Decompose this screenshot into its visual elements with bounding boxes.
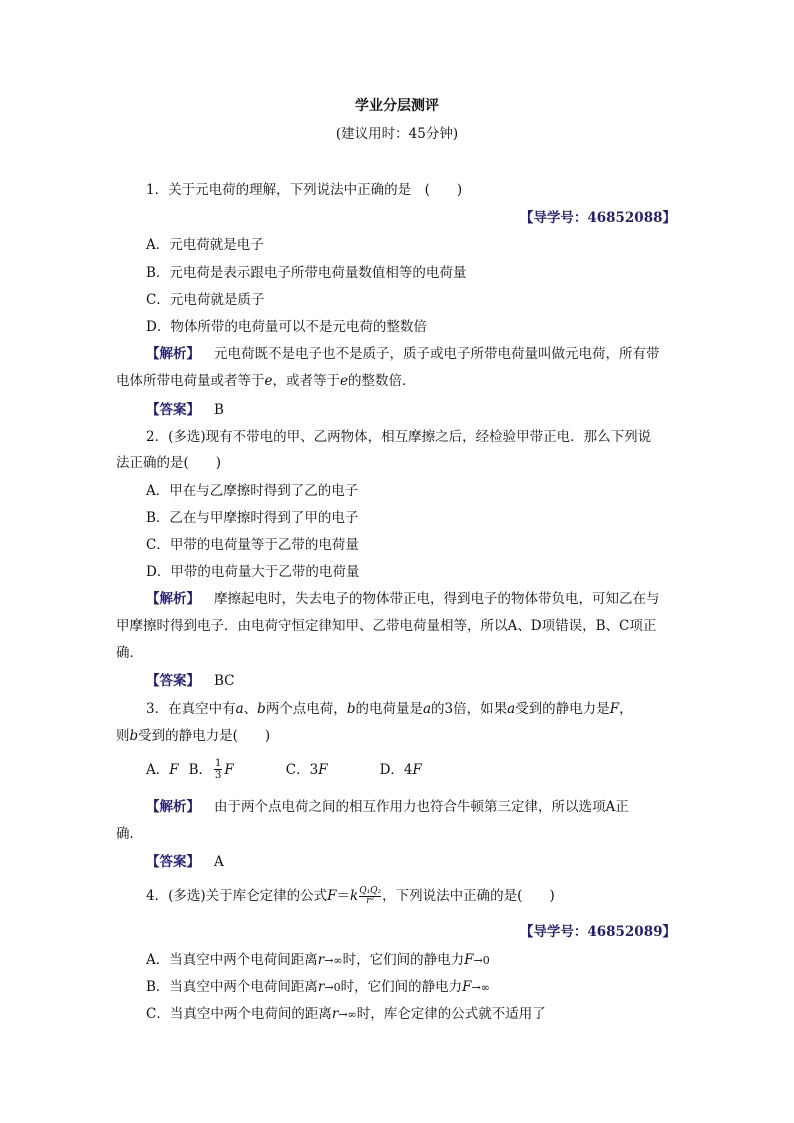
q4-option-c-text2: 时，库仑定律的公式就不适用了: [356, 1006, 546, 1022]
q3-options: [146, 758, 422, 782]
q1-option-d: D．物体所带的电荷量可以不是元电荷的整数倍: [146, 319, 427, 335]
q4-option-b: [146, 975, 490, 995]
q2-analysis-line3: 确．: [116, 645, 143, 661]
q1-option-a: A．元电荷就是电子: [146, 237, 264, 253]
q1-answer: [146, 398, 224, 418]
q1-option-b: B．元电荷是表示跟电子所带电荷量数值相等的电荷量: [146, 265, 467, 281]
q3-option-d-var: F: [412, 762, 422, 778]
q3-answer-value: A: [214, 854, 224, 870]
q4-option-a-arrow2: →0: [473, 954, 490, 967]
q3-analysis-text1: 由于两个点电荷之间的相互作用力也符合牛顿第三定律，所以选项A正: [214, 799, 629, 815]
q1-var-e2: e: [340, 373, 348, 389]
q3-analysis-line1: [146, 795, 629, 815]
q3-analysis-tag: 【解析】: [146, 799, 200, 815]
q4-formula-denominator: r²: [366, 896, 375, 906]
q1-answer-value: B: [214, 402, 224, 418]
q3-option-b-var: F: [224, 762, 234, 778]
q2-option-c: C．甲带的电荷量等于乙带的电荷量: [146, 537, 359, 553]
q2-stem-line1: 2．(多选)现有不带电的甲、乙两物体，相互摩擦之后，经检验甲带正电．那么下列说: [146, 429, 652, 445]
q3-text3: 两个点电荷，: [265, 701, 347, 717]
q3-text1: 3．在真空中有: [146, 701, 236, 717]
q4-option-c-var-r: r: [331, 1006, 339, 1022]
q4-option-a-var-r: r: [317, 952, 325, 968]
q4-formula-numerator: Q₁Q₂: [359, 886, 382, 896]
q3-option-a-label: A．: [146, 762, 170, 778]
q3-option-b: [188, 758, 234, 781]
q3-fraction-numerator: 1: [215, 758, 222, 769]
q2-analysis-line1: [146, 587, 660, 607]
q3-var-a3: a: [507, 701, 516, 717]
q3-option-a-var: F: [169, 762, 179, 778]
q3-stem-line1: [146, 697, 633, 717]
q4-guide-number: 【导学号：46852089】: [519, 924, 676, 940]
q2-option-d: D．甲带的电荷量大于乙带的电荷量: [146, 564, 360, 580]
q4-stem: [146, 884, 555, 906]
q4-option-a-text2: 时，它们间的静电力: [342, 952, 465, 968]
q2-analysis-line2: 甲摩擦时得到电子．由电荷守恒定律知甲、乙带电荷量相等，所以A、D项错误，B、C项正: [116, 618, 657, 634]
q2-answer: [146, 669, 235, 689]
q1-answer-tag: 【答案】: [146, 402, 200, 418]
q4-formula-fraction: [359, 887, 381, 906]
q4-formula-equals: ＝: [336, 888, 350, 904]
q4-option-a: [146, 948, 490, 968]
q4-option-c-arrow: →∞: [338, 1008, 357, 1021]
q4-text2: ，下列说法中正确的是( ): [382, 888, 555, 904]
q3-answer: [146, 850, 224, 870]
q3-text9: 受到的静电力是( ): [138, 728, 271, 744]
q1-analysis-text2b: ，或者等于: [272, 373, 340, 389]
q1-analysis-text1: 元电荷既不是电子也不是质子，质子或电子所带电荷量叫做元电荷，所有带: [214, 346, 660, 362]
q3-text6: 受到的静电力是: [515, 701, 610, 717]
q4-option-c: [146, 1002, 546, 1022]
q1-guide-number: 【导学号：46852088】: [519, 210, 676, 226]
q3-option-b-fraction: [214, 758, 222, 781]
q3-var-a: a: [235, 701, 244, 717]
q3-text4: 的电荷量是: [355, 701, 423, 717]
q4-formula: [327, 888, 382, 904]
q4-option-b-var-r: r: [317, 979, 325, 995]
q1-analysis-line2: [116, 369, 416, 389]
q4-option-c-text1: C．当真空中两个电荷间的距离: [146, 1006, 332, 1022]
q3-fraction-denominator: 3: [215, 770, 222, 781]
q2-answer-value: BC: [214, 673, 235, 689]
q4-option-b-arrow2: →∞: [471, 981, 490, 994]
q2-option-a: A．甲在与乙摩擦时得到了乙的电子: [146, 483, 359, 499]
q3-option-d-label: D．4: [379, 762, 413, 778]
q1-option-c: C．元电荷就是质子: [146, 292, 265, 308]
q1-analysis-text2c: 的整数倍．: [348, 373, 416, 389]
q3-var-b2: b: [346, 701, 356, 717]
q3-text2: 、: [243, 701, 258, 717]
q1-stem: 1．关于元电荷的理解，下列说法中正确的是 ( ): [146, 182, 463, 198]
q2-analysis-tag: 【解析】: [146, 591, 200, 607]
q3-option-a: [146, 762, 179, 778]
q4-option-b-arrow: →0: [324, 981, 341, 994]
q3-var-a2: a: [422, 701, 432, 717]
q1-analysis-tag: 【解析】: [146, 346, 200, 362]
q2-answer-tag: 【答案】: [146, 673, 200, 689]
q3-answer-tag: 【答案】: [146, 854, 200, 870]
q3-var-b: b: [257, 701, 266, 717]
q4-text1: 4．(多选)关于库仑定律的公式: [146, 888, 328, 904]
page-subtitle: (建议用时：45分钟): [335, 126, 459, 142]
q4-option-b-text2: 时，它们间的静电力: [340, 979, 463, 995]
q3-option-d: [380, 762, 422, 778]
q1-analysis-text2a: 电体所带电荷量或者等于: [116, 373, 265, 389]
page-title: 学业分层测评: [355, 98, 439, 114]
q4-option-b-var-F: F: [462, 979, 472, 995]
q4-option-b-text1: B．当真空中两个电荷间距离: [146, 979, 318, 995]
q4-formula-k: k: [350, 888, 359, 904]
q1-analysis-line1: [146, 342, 660, 362]
q4-option-a-text1: A．当真空中两个电荷间距离: [146, 952, 318, 968]
q3-text5: 的3倍，如果: [431, 701, 508, 717]
q3-var-b3: b: [129, 728, 139, 744]
q3-var-F: F: [609, 701, 620, 717]
q3-option-c-var: F: [318, 762, 328, 778]
q4-formula-F: F: [327, 888, 337, 904]
q2-analysis-text1: 摩擦起电时，失去电子的物体带正电，得到电子的物体带负电，可知乙在与: [214, 591, 660, 607]
q3-option-b-label: B．: [188, 762, 213, 778]
q3-text7: ，: [619, 701, 633, 717]
q3-text8: 则: [116, 728, 130, 744]
q2-stem-line2: 法正确的是( ): [116, 455, 222, 471]
q3-option-c: [286, 762, 328, 778]
q3-option-c-label: C．3: [285, 762, 319, 778]
q3-analysis-line2: 确．: [116, 826, 143, 842]
q4-option-a-arrow: →∞: [324, 954, 343, 967]
q3-stem-line2: [116, 724, 270, 744]
q4-option-a-var-F: F: [464, 952, 474, 968]
q2-option-b: B．乙在与甲摩擦时得到了甲的电子: [146, 510, 359, 526]
q1-var-e: e: [264, 373, 273, 389]
